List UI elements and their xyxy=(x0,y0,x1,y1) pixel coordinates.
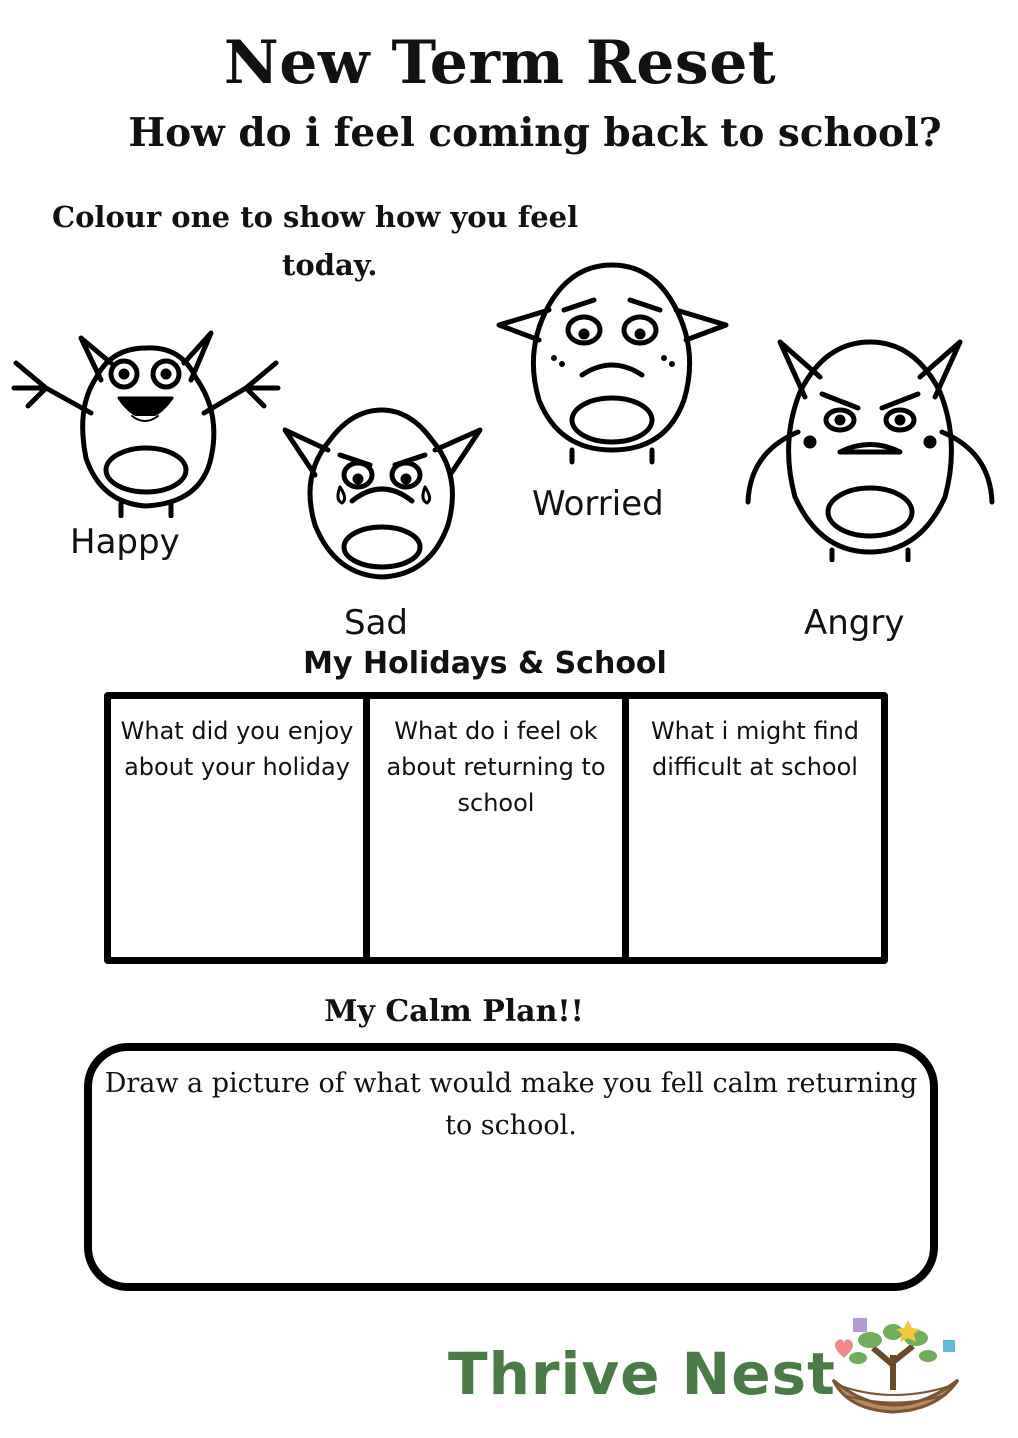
happy-monster-icon[interactable] xyxy=(6,318,286,518)
school-difficult-prompt: What i might find difficult at school xyxy=(650,717,860,781)
instruction-line-2: today. xyxy=(282,248,378,282)
returning-ok-cell[interactable] xyxy=(370,699,629,957)
sad-monster-icon[interactable] xyxy=(280,395,485,585)
brand-name: Thrive Nest xyxy=(448,1340,836,1408)
worried-monster-icon[interactable] xyxy=(494,250,730,465)
angry-monster-icon[interactable] xyxy=(740,312,1000,562)
holiday-enjoy-cell[interactable] xyxy=(111,699,370,957)
calm-plan-drawing-box[interactable] xyxy=(84,1043,938,1291)
thrive-nest-logo-icon xyxy=(818,1310,968,1420)
calm-plan-title: My Calm Plan!! xyxy=(324,994,584,1029)
school-difficult-cell[interactable] xyxy=(629,699,881,957)
returning-ok-prompt: What do i feel ok about returning to school xyxy=(386,717,606,817)
calm-plan-prompt: Draw a picture of what would make you fell calm returning to school. xyxy=(104,1068,918,1141)
page-title: New Term Reset xyxy=(223,28,777,98)
feeling-label-happy: Happy xyxy=(70,522,180,562)
instruction-line-1: Colour one to show how you feel xyxy=(52,200,579,234)
feeling-label-angry: Angry xyxy=(804,603,905,643)
feeling-label-worried: Worried xyxy=(532,484,664,524)
holiday-enjoy-prompt: What did you enjoy about your holiday xyxy=(120,717,354,781)
page-subtitle: How do i feel coming back to school? xyxy=(128,110,942,156)
holidays-table xyxy=(104,692,888,964)
feeling-label-sad: Sad xyxy=(344,603,408,643)
holidays-section-title: My Holidays & School xyxy=(303,646,667,681)
